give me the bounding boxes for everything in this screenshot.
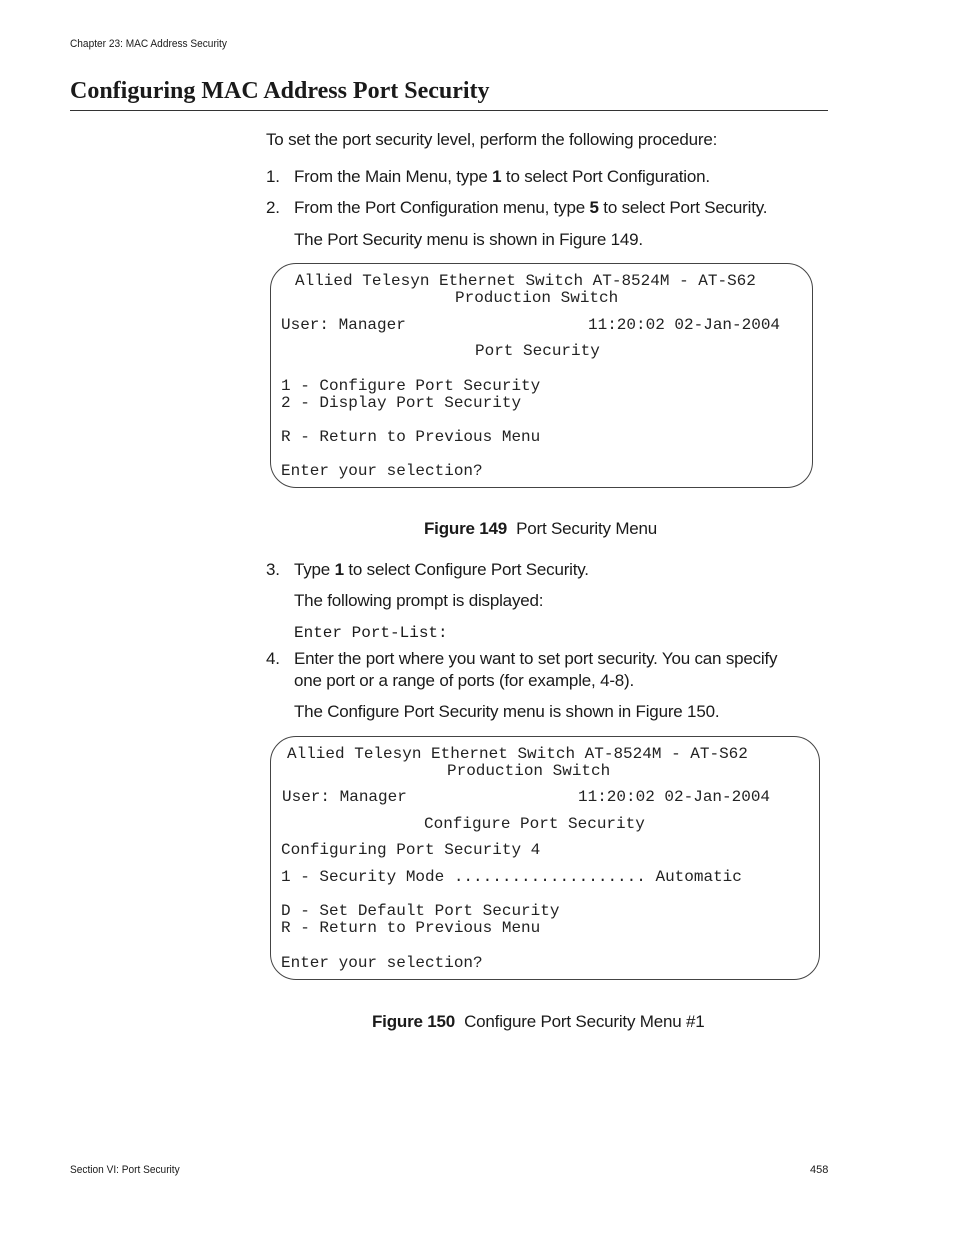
page-title: Configuring MAC Address Port Security <box>70 78 490 104</box>
step-key: 1 <box>334 560 344 579</box>
figure149-reference: The Port Security menu is shown in Figure 149. <box>294 230 643 249</box>
figure-label: Figure 150 <box>372 1012 456 1031</box>
screen-timestamp: 11:20:02 02-Jan-2004 <box>588 316 781 334</box>
title-divider <box>70 110 828 111</box>
figure-label: Figure 149 <box>424 519 508 538</box>
screen-menu-title: Port Security <box>475 342 600 360</box>
terminal-screen-configure-port-security <box>270 736 820 980</box>
step-number: 1. <box>266 167 280 186</box>
step-text: to select Port Security. <box>598 198 768 217</box>
footer-section: Section VI: Port Security <box>70 1164 180 1176</box>
screen-option-security-mode: 1 - Security Mode .................... Automatic <box>281 868 742 886</box>
running-header: Chapter 23: MAC Address Security <box>70 38 227 50</box>
screen-subtitle-line: Production Switch <box>455 289 619 307</box>
step-number: 2. <box>266 198 280 217</box>
step-text: to select Configure Port Security. <box>343 560 589 579</box>
screen-option-return: R - Return to Previous Menu <box>281 919 541 937</box>
figure149-caption <box>424 519 657 539</box>
step-4-continued: one port or a range of ports (for example, 4-8). <box>294 671 635 690</box>
screen-subtitle-line: Production Switch <box>447 762 611 780</box>
prompt-intro: The following prompt is displayed: <box>294 591 544 610</box>
screen-prompt: Enter your selection? <box>281 954 483 972</box>
screen-option-return: R - Return to Previous Menu <box>281 428 541 446</box>
screen-option-2: 2 - Display Port Security <box>281 394 522 412</box>
screen-menu-title: Configure Port Security <box>424 815 645 833</box>
step-number: 3. <box>266 560 280 579</box>
page-number: 458 <box>810 1164 829 1176</box>
terminal-screen-port-security <box>270 263 813 488</box>
step-text: to select Port Configuration. <box>501 167 710 186</box>
screen-timestamp: 11:20:02 02-Jan-2004 <box>578 788 771 806</box>
screen-title-line: Allied Telesyn Ethernet Switch AT-8524M - AT-S62 <box>295 272 756 290</box>
port-list-prompt: Enter Port-List: <box>294 624 448 642</box>
step-text: Enter the port where you want to set port security. You can specify <box>294 649 778 668</box>
screen-option-1: 1 - Configure Port Security <box>281 377 541 395</box>
screen-prompt: Enter your selection? <box>281 462 483 480</box>
screen-config-line: Configuring Port Security 4 <box>281 841 541 859</box>
figure-caption-text: Port Security Menu <box>516 519 658 538</box>
screen-user: User: Manager <box>282 788 407 806</box>
screen-option-default: D - Set Default Port Security <box>281 902 560 920</box>
step-number: 4. <box>266 649 280 668</box>
step-key: 1 <box>492 167 502 186</box>
figure150-reference: The Configure Port Security menu is shown in Figure 150. <box>294 702 720 721</box>
intro-paragraph: To set the port security level, perform the following procedure: <box>266 130 718 149</box>
step-text: From the Port Configuration menu, type <box>294 198 590 217</box>
step-text: From the Main Menu, type <box>294 167 493 186</box>
figure-caption-text: Configure Port Security Menu #1 <box>464 1012 705 1031</box>
step-key: 5 <box>589 198 599 217</box>
step-text: Type <box>294 560 335 579</box>
screen-title-line: Allied Telesyn Ethernet Switch AT-8524M - AT-S62 <box>287 745 748 763</box>
figure150-caption <box>372 1012 705 1032</box>
screen-user: User: Manager <box>281 316 406 334</box>
